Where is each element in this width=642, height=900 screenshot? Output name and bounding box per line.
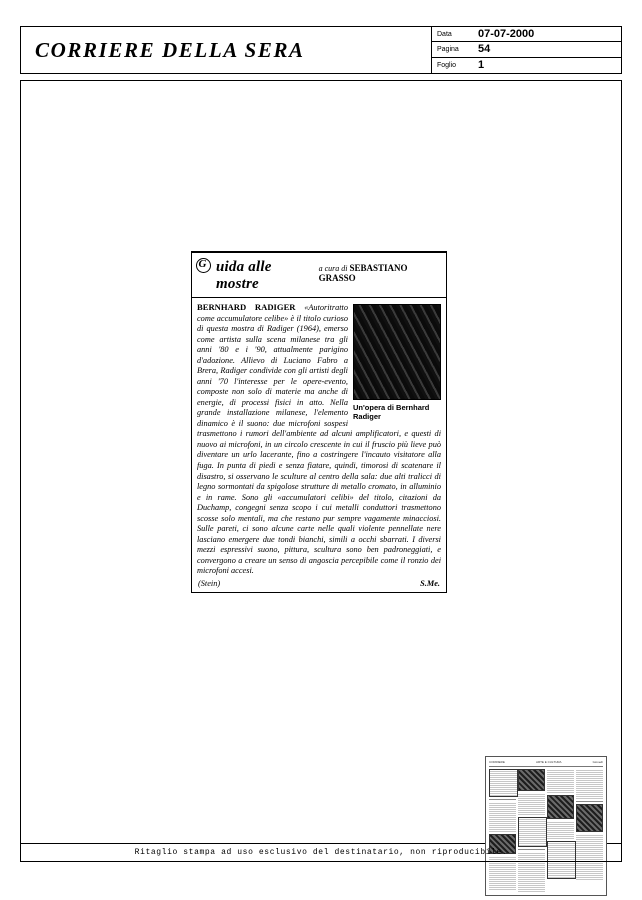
curator-name: SEBASTIANO GRASSO [318,263,408,283]
article-clipping [191,251,447,593]
thumbnail-columns [489,769,603,895]
meta-row-foglio [432,58,621,73]
article-photo-block [353,304,441,422]
article-paragraph: «Autoritratto come accumulatore celibe» è il titolo curioso di questa mostra di Radiger (1964), emerso come artista sulla scena milanese tra gli anni '80 e i '90, attualmente parigino d'adozione. Allievo di Luciano Fabro a Brera, Radiger condivide con gli artisti degli anni '70 l'interesse per le opere-evento, composte non solo di materie ma anche di energie, di processi fisici in atto. Nella grande installazione milanese, l'elemento dinamico è il suono: due microfoni sospesi trasmettono i rumori dell'ambiente ad alcuni amplificatori, e questi di nuovo ai microfoni, in un circolo crescente in cui il fruscio più lieve può diventare un urlo lacerante, fino a costringere l'incauto visitatore alla fuga. In punta di piedi e senza fiatare, quindi, timorosi di scatenare il disastro, si osservano le sculture al centro della sala: due alti tralicci di legno sormontati da spigolose strutture di metallo cromato, in alluminio e in rame. Sono gli «accumulatori celibi» del titolo, citazioni da Duchamp, congegni senza scopo i cui metalli conduttori trasmettono scosse solo mentali, ma che restano pur sempre vagamente minacciosi. Sulle pareti, ci sono alcune carte nelle quali violente pennellate nere lasciano emergere due tondi bianchi, simili a occhi sbarrati. I diversi mezzi espressivi suono, pittura, scultura sono ben padroneggiati, e convergono a creare un senso di angoscia percepibile come il ronzio dei microfoni accesi. [197,303,441,576]
clipping-frame [20,80,622,844]
article-location: (Stein) [198,578,221,588]
thumbnail-article-block [576,769,603,799]
section-title: uida alle mostre [216,259,272,292]
curator-prefix: a cura di [318,264,350,273]
article-byline [197,579,441,589]
thumbnail-column [547,769,574,895]
masthead-title-cell [21,27,431,73]
article-photo [353,304,441,400]
meta-label-data: Data [437,30,452,38]
meta-value-pagina: 54 [478,43,491,56]
thumbnail-article-block [518,793,545,815]
article-header [192,251,446,298]
section-curator [319,263,442,283]
thumbnail-header-center: ARTE E CULTURA [535,760,562,764]
meta-row-pagina [432,42,621,57]
thumbnail-article-block [547,769,574,793]
meta-label-pagina: Pagina [437,45,459,53]
thumbnail-header [489,760,603,767]
thumbnail-article-block [489,802,516,832]
thumbnail-image-block [576,804,603,832]
thumbnail-header-right: Giovedì [592,760,603,764]
masthead-meta [431,27,621,73]
thumbnail-article-block [518,817,547,847]
masthead [20,26,622,74]
thumbnail-article-block [489,769,518,797]
circled-initial-icon [196,258,211,273]
thumbnail-header-left: CORRIERE [489,760,505,764]
meta-value-data: 07-07-2000 [478,28,535,41]
thumbnail-column [576,769,603,895]
meta-label-foglio: Foglio [437,61,457,69]
article-lead: BERNHARD RADIGER [197,302,296,312]
thumbnail-rule [576,801,603,802]
footer-text: Ritaglio stampa ad uso esclusivo del destinatario, non riproducibile. [134,848,508,857]
article-body [192,298,446,592]
thumbnail-article-block [547,821,574,839]
photo-caption: Un'opera di Bernhard Radiger [353,403,430,422]
thumbnail-image-block [547,795,574,819]
thumbnail-column [489,769,516,895]
thumbnail-image-block [518,769,545,791]
page-thumbnail [485,756,607,896]
footer-note [20,844,622,862]
thumbnail-rule [489,799,516,800]
page-title: CORRIERE DELLA SERA [35,37,305,62]
meta-value-foglio: 1 [478,59,485,72]
article-signature: S.Me. [420,578,440,588]
thumbnail-column [518,769,545,895]
meta-row-data [432,27,621,42]
